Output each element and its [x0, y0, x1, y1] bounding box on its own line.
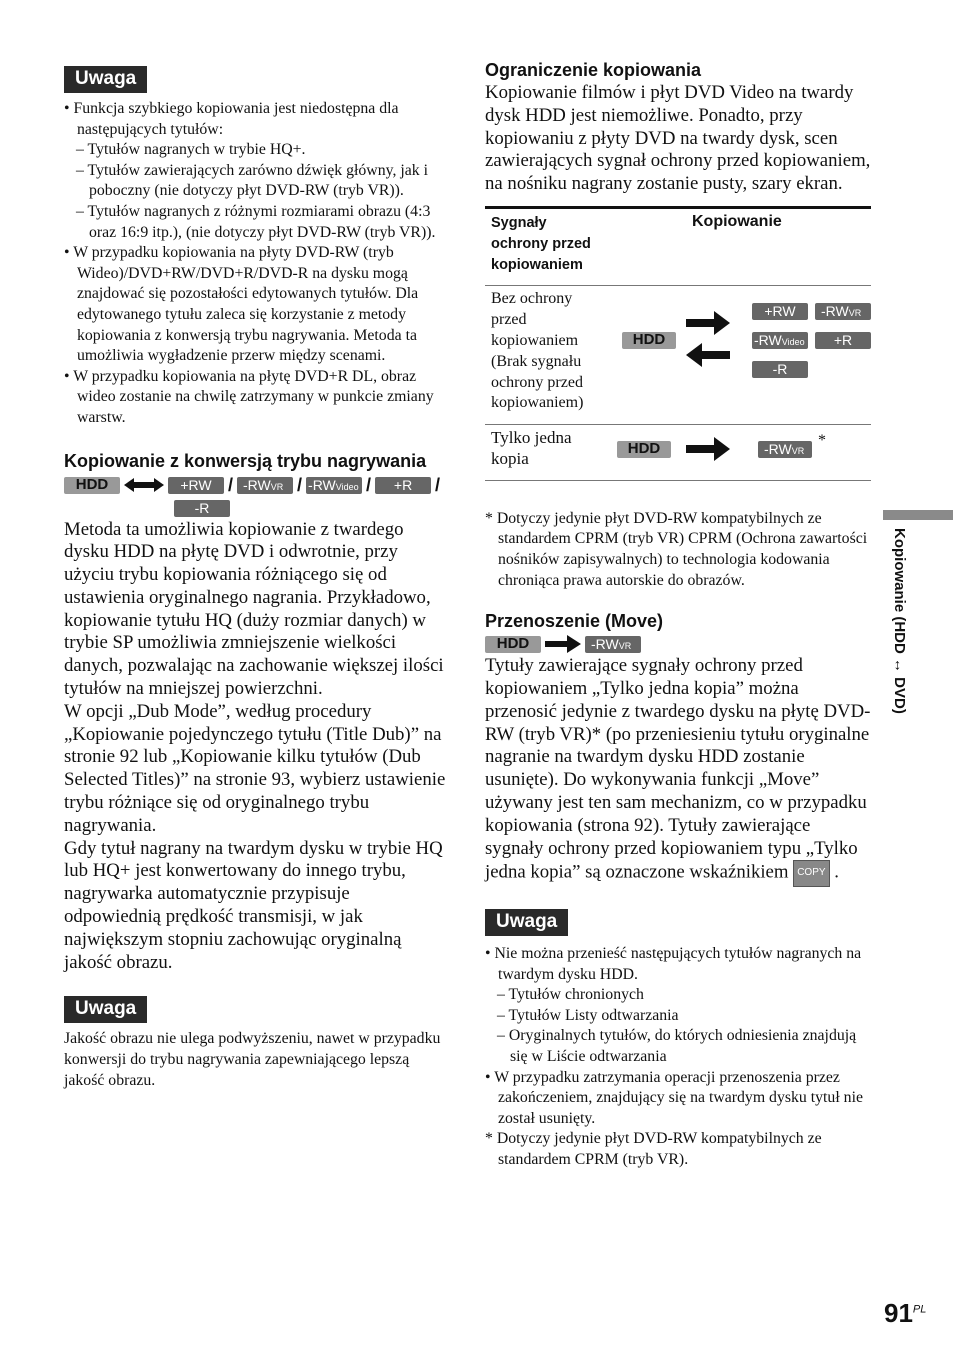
plus-r-icon: +R [815, 332, 871, 349]
note-item: • Nie można przenieść następujących tytułów nagranych na twardym dysku HDD. [485, 945, 862, 983]
asterisk: * [818, 432, 826, 450]
slash: / [435, 474, 441, 495]
note-item: * Dotyczy jedynie płyt DVD-RW kompatybilnych ze standardem CPRM (tryb VR). [485, 1130, 822, 1169]
move-icon-row [485, 635, 871, 653]
plus-rw-icon: +RW [752, 303, 808, 320]
note-label: Uwaga [64, 66, 147, 93]
minus-rw-vr-icon: -RWVR [758, 441, 812, 458]
note3-list [485, 944, 871, 1171]
note-label: Uwaga [64, 996, 147, 1023]
note-subitem: – Oryginalnych tytułów, do których odniesienia znajdują się w Liście odtwarzania [497, 1027, 857, 1066]
slash: / [366, 474, 372, 495]
double-arrow-icon [124, 477, 164, 493]
section-title: Przenoszenie (Move) [485, 611, 664, 632]
minus-rw-vr-icon: -RWVR [815, 303, 871, 320]
note2-text [64, 1029, 449, 1091]
side-tab-bar [883, 510, 953, 520]
copy-protection-table [485, 206, 871, 481]
hdd-icon: HDD [617, 441, 671, 458]
copy-indicator-icon: COPY [793, 860, 829, 887]
note-subitem: – Tytułów Listy odtwarzania [497, 1006, 679, 1024]
side-tab-label: Kopiowanie (HDD ↔ DVD) [891, 528, 908, 714]
minus-rw-vr-icon: -RWVR [237, 477, 293, 494]
minus-r-icon: -R [174, 500, 230, 517]
arrow-right-icon [545, 635, 581, 653]
page-number: $91^{PL}$ [884, 1298, 927, 1328]
minus-rw-vr-icon: -RWVR [585, 636, 641, 653]
media-icon-row [64, 475, 449, 517]
paragraph: Metoda ta umożliwia kopiowanie z twardego dysku HDD na płytę DVD i odwrotnie, przy użyciu trybu kopiowania różniącego się od ustawienia oryginalnego nagrania. Przykładowo, kopiowanie tytułu HQ (duży rozmiar danych) w trybie SP umożliwia zmniejszenie wielkości danych, pozwalając na zachowanie większej ilości tytułów na mniejszej powierzchni. [64, 518, 444, 700]
arrow-right-icon [686, 436, 730, 462]
note-subitem: – Tytułów chronionych [497, 986, 644, 1004]
minus-rw-video-icon: -RWVideo [752, 332, 808, 349]
table-cell-icons [612, 425, 871, 481]
footnote [485, 509, 871, 591]
section-title: Ograniczenie kopiowania [485, 60, 702, 80]
note1-list [64, 99, 449, 429]
right-column [485, 58, 871, 1171]
table-cell-label: Bez ochrony przed kopiowaniem (Brak sygnału ochrony przed kopiowaniem) [485, 286, 612, 425]
table-row [485, 286, 871, 425]
table-row [485, 425, 871, 481]
slash: / [228, 474, 234, 495]
table-header-row [485, 207, 871, 285]
table-header-copy: Kopiowanie [612, 207, 871, 285]
left-column [64, 66, 449, 1091]
paragraph: Gdy tytuł nagrany na twardym dysku w trybie HQ lub HQ+ jest konwertowany do innego trybu, nagrywarka automatycznie przypisuje odpowiednią prędkość transmisji, w jak największym stopniu zachowując oryginalną jakość obrazu. [64, 837, 443, 973]
table-cell-icons [612, 286, 871, 425]
note-subitem: – Tytułów nagranych w trybie HQ+. [76, 141, 306, 159]
minus-rw-video-icon: -RWVideo [306, 477, 362, 494]
hdd-icon: HDD [622, 332, 676, 349]
plus-r-icon: +R [375, 477, 431, 494]
footnote-text: * Dotyczy jedynie płyt DVD-RW kompatybilnych ze standardem CPRM (tryb VR) CPRM (Ochrona zawartości nośników zapisywalnych) to technologia kodowania chroniąca prawa autorskie do obrazów. [485, 509, 868, 589]
plus-rw-icon: +RW [168, 477, 224, 494]
note-label: Uwaga [485, 909, 568, 936]
arrow-right-icon [686, 310, 730, 336]
note-item: • W przypadku kopiowania na płytę DVD+R DL, obraz wideo zostanie na chwilę zatrzymany w punkcie zmiany warstw. [64, 367, 434, 426]
note-subitem: – Tytułów nagranych z różnymi rozmiarami obrazu (4:3 oraz 16:9 itp.), (nie dotyczy płyt DVD-RW (tryb VR)). [76, 202, 436, 241]
table-cell-label: Tylko jedna kopia [485, 425, 612, 481]
slash: / [297, 474, 303, 495]
note-text: Jakość obrazu nie ulega podwyższeniu, nawet w przypadku konwersji do trybu nagrywania zapewniającego lepszą jakość obrazu. [64, 1030, 441, 1089]
note-subitem: – Tytułów zawierających zarówno dźwięk główny, jak i poboczny (nie dotyczy płyt DVD-RW (tryb VR)). [76, 161, 429, 200]
paragraph: Kopiowanie filmów i płyt DVD Video na twardy dysk HDD jest niemożliwe. Ponadto, przy kopiowaniu z płyty DVD na twardy dysk, scen zawierających sygnał ochrony przed kopiowaniem, na nośniku nagrany zostanie pusty, szary ekran. [485, 82, 871, 195]
hdd-icon: HDD [485, 636, 541, 653]
table-header-signals: Sygnały ochrony przed kopiowaniem [485, 207, 612, 285]
paragraph: Tytuły zawierające sygnały ochrony przed kopiowaniem „Tylko jedna kopia” można przenosić jedynie z twardego dysku na płytę DVD-RW (tryb VR)* (po przeniesieniu tytułu oryginalne nagranie na twardym dysku HDD zostanie usunięte). Do wykonywania funkcji „Move” używany jest ten sam mechanizm, co w przypadku kopiowania (strona 92). Tytuły zawierające sygnały ochrony przed kopiowaniem typu „Tylko jedna kopia” są oznaczone wskaźnikiem COPY . [485, 655, 871, 887]
note-item: • Funkcja szybkiego kopiowania jest niedostępna dla następujących tytułów: [64, 100, 399, 138]
paragraph: W opcji „Dub Mode”, według procedury „Kopiowanie pojedynczego tytułu (Title Dub)” na stronie 92 lub „Kopiowanie kilku tytułów (Dub Selected Titles)” na stronie 93, wybierz ustawienie trybu różniące się od oryginalnego trybu nagrywania. [64, 700, 446, 836]
note-item: • W przypadku zatrzymania operacji przenoszenia przez zakończeniem, znajdujący się na twardym dysku tytuł nie został usunięty. [485, 1068, 863, 1127]
note-item: • W przypadku kopiowania na płyty DVD-RW (tryb Wideo)/DVD+RW/DVD+R/DVD-R na dysku mogą znajdować się pozostałości edytowanych tytułów. Dla edytowanego tytułu zaleca się korzystanie z metody kopiowania z konwersją trybu nagrywania. Metoda ta umożliwia wygładzenie przerw między scenami. [64, 244, 419, 365]
minus-r-icon: -R [752, 361, 808, 378]
arrow-left-icon [686, 342, 730, 368]
section-title: Kopiowanie z konwersją trybu nagrywania [64, 450, 427, 471]
hdd-icon: HDD [64, 477, 120, 494]
